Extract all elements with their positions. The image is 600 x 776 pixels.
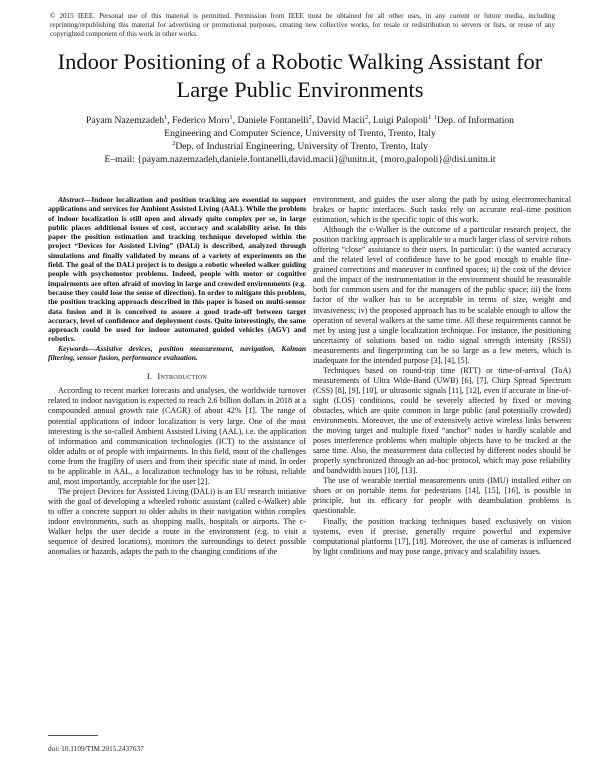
section-title: Introduction xyxy=(157,371,208,382)
affil-marker: 1 xyxy=(433,113,437,121)
affil-marker: 1 xyxy=(428,113,432,121)
doi: doi: 10.1109/TIM.2015.2437637 xyxy=(48,744,144,753)
affil-marker: 2 xyxy=(172,139,176,147)
paragraph: The use of wearable inertial measurements units (IMU) installed either on shoes or on portable items for pedestrians [14], [15], [16], is possible in principle, but its efficacy for people with deambulation problems is questionable. xyxy=(313,476,571,516)
abstract-body: —Indoor localization and position tracking are essential to support applications and services for Ambient Assisted Living (AAL). While the problem of indoor localization is still open and already quite complex per se, in large public places additional issues of cost, accuracy and scalability arise. In this paper the position estimation and tracking technique developed within the project “Devices for Assisted Living” (DALi) is described, analyzed through simulations and finally validated by means of a variety of experiments on the field. The goal of the DALi project is to design a robotic wheeled walker guiding people with psychomotor problems. Indeed, people with motor or cognitive impairments are often afraid of moving in large and crowded environments (e.g. because they could lose the sense of direction). In order to mitigate this problem, the position tracking approach described in this paper is based on multi-sensor data fusion and it is conceived to assure a good trade-off between target accuracy, level of confidence and deployment costs. Quite interestingly, the same approach could be used for indoor automated guided vehicles (AGV) and robotics. xyxy=(48,195,306,344)
author-name: , Daniele Fontanelli xyxy=(232,115,309,126)
affil-marker: 2 xyxy=(308,113,312,121)
left-column xyxy=(48,195,306,557)
author-name: Payam Nazemzadeh xyxy=(86,115,165,126)
affiliation-1-head: Dep. of Information xyxy=(436,115,514,126)
keywords-body: —Assistive devices, position measurement, navigation, Kalman filtering, sensor fusion, performance evaluation. xyxy=(48,343,306,363)
author-name: , David Macii xyxy=(311,115,365,126)
section-heading xyxy=(48,371,306,381)
affiliation-2: Dep. of Industrial Engineering, University of Trento, Trento, Italy xyxy=(175,141,428,152)
affil-marker: 1 xyxy=(229,113,233,121)
affiliation-2-line xyxy=(40,140,560,153)
copyright-notice: © 2015 IEEE. Personal use of this material is permitted. Permission from IEEE must be obtained for all other uses, in any current or future media, including reprinting/republishing this material for advertising or promotional purposes, creating new collective works, for resale or redistribution to servers or lists, or reuse of any copyrighted component of this work in other works. xyxy=(50,12,555,38)
footnote-divider xyxy=(48,735,98,736)
keywords-label: Keywords xyxy=(58,343,88,353)
keywords xyxy=(48,344,306,363)
section-number: I. xyxy=(146,371,153,382)
author-name: , Luigi Palopoli xyxy=(368,115,429,126)
affil-marker: 2 xyxy=(364,113,369,121)
paragraph: environment, and guides the user along the path by using electromechanical brakes or haptic interfaces. Such tasks rely on accurate real–time position estimation, which is the specific topic of this work. xyxy=(313,195,571,225)
author-block xyxy=(40,114,560,166)
affiliation-1: Engineering and Computer Science, University of Trento, Trento, Italy xyxy=(164,128,436,139)
paragraph: Although the c-Walker is the outcome of a particular research project, the position tracking approach is applicable to a much larger class of service robots offering “close” assistance to their users. In particular: i) the wanted accuracy and the related level of confidence have to be good enough to enable fine-grained corrections and maneuver in confined spaces; ii) the cost of the device and the impact of the instrumentation in the environment should be reasonable both for common users and for the managers of the public space; iii) the form factor of the walker has to be acceptable in terms of size, weight and invasiveness; iv) the proposed approach has to be scalable enough to allow the operation of several walkers at the same time. All these requirements cannot be met by using just a single localization technique. For instance, the positioning uncertainty of solutions based on radio signal strength intensity (RSSI) measurements and fingerprinting can be so large as a few meters, which is inadequate for the intended purpose [3], [4], [5]. xyxy=(313,225,571,365)
affil-marker: 1 xyxy=(164,113,168,121)
author-name: , Federico Moro xyxy=(167,115,230,126)
paragraph: The project Devices for Assisted Living (DALi) is an EU research initiative with the goal of developing a wheeled robotic assistant (called c-Walker) able to offer a concrete support to older adults in their navigation within complex indoor environments, such as shopping malls, hospitals or airports. The c-Walker helps the user decide a route in the environment (e.g. to visit a sequence of desired locations), monitors the surroundings to detect possible anomalies or hazards, adapts the path to the changing conditions of the xyxy=(48,486,306,557)
paragraph: According to recent market forecasts and analyses, the worldwide turnover related to indoor navigation is expected to reach 2.6 billion dollars in 2018 at a compounded annual growth rate (CAGR) of about 42% [1]. The range of potential applications of indoor localization is very large. One of the most interesting is the so-called Ambient Assisted Living (AAL), i.e. the application of information and communication technologies (ICT) to the assistance of older adults or of people with impairments. In this field, most of the challenges come from the fragility of users and from their specific state of mind. In order to be applicable in AAL, a localization technology has to be robust, reliable and, most importantly, acceptable for the user [2]. xyxy=(48,386,306,486)
abstract-label: Abstract xyxy=(58,195,84,204)
author-line xyxy=(40,114,560,127)
abstract xyxy=(48,195,306,344)
paragraph: Finally, the position tracking techniques based exclusively on vision systems, even if precise, generally require powerful and expensive computational platforms [17], [18]. Moreover, the use of cameras is influenced by light conditions and may pose range, privacy and scalability issues. xyxy=(313,516,571,556)
paper-title: Indoor Positioning of a Robotic Walking Assistant for Large Public Environments xyxy=(57,49,543,102)
right-column xyxy=(313,195,571,557)
email-line: E–mail: {payam.nazemzadeh,daniele.fontanelli,david.macii}@unitn.it, {moro,palopoli}@disi.unitn.it xyxy=(104,154,496,165)
paragraph: Techniques based on round-trip time (RTT) or time-of-arrival (ToA) measurements of Ultra Wide-Band (UWB) [6], [7], Chirp Spread Spectrum (CSS) [8], [9], [10], or ultrasonic signals [11], [12], even if accurate in line-of-sight (LOS) conditions, could be severely affected by fixed or moving obstacles, which are quite common in large public (and potentially crowded) environments. Moreover, the use of extensively active wireless links between the moving target and multiple fixed “anchor” nodes is hardly scalable and poses interference problems when multiple objects have to be tracked at the same time. Also, the measurement data collected by different nodes should be properly synchronized through an ad-hoc protocol, which may pose reliability and bandwidth issues [10], [13]. xyxy=(313,365,571,476)
